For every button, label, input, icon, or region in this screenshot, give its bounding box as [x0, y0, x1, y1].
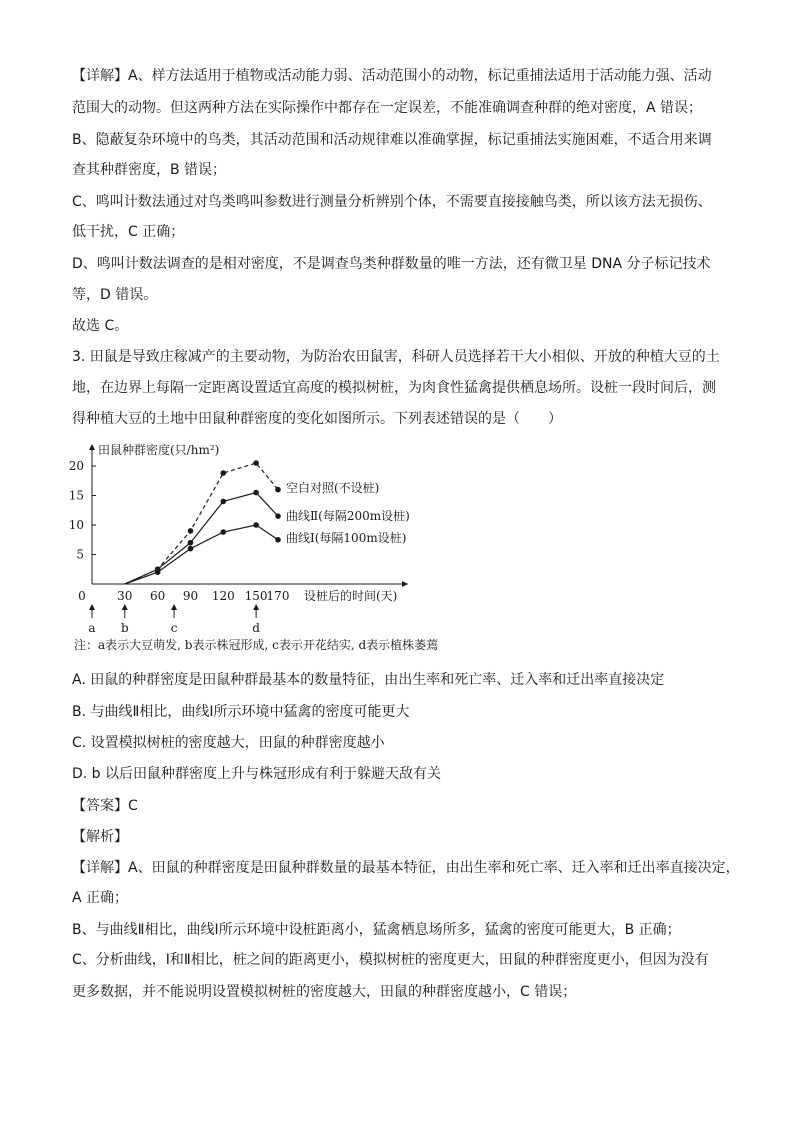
paragraph-line: 【详解】A、田鼠的种群密度是田鼠种群数量的最基本特征，由出生率和死亡率、迁入率和迁出率直接决定，	[72, 860, 740, 876]
x-tick-label: 120	[211, 589, 235, 603]
x-tick-label: 170	[266, 589, 290, 603]
figure-note: 注：a表示大豆萌发, b表示株冠形成, c表示开花结实, d表示植株萎蔫	[74, 638, 439, 652]
data-point	[220, 529, 226, 535]
question-stem-line: 地，在边界上每隔一定距离设置适宜高度的模拟树桩，为肉食性猛禽提供栖息场所。设桩一段时间后，测	[72, 380, 716, 396]
data-point	[275, 537, 281, 543]
paragraph-line: B、与曲线Ⅱ相比，曲线Ⅰ所示环境中设桩距离小，猛禽栖息场所多，猛禽的密度可能更大，B 正确；	[72, 922, 681, 938]
data-point	[253, 490, 259, 496]
paragraph-line: 范围大的动物。但这两种方法在实际操作中都存在一定误差，不能准确调查种群的绝对密度，A 错误；	[72, 100, 703, 116]
x-tick-label: 90	[182, 589, 199, 603]
paragraph-line: 【详解】A、样方法适用于植物或活动能力弱、活动范围小的动物，标记重捕法适用于活动能力强、活动	[72, 68, 712, 84]
series-line	[125, 525, 278, 584]
stage-arrow-head	[89, 604, 95, 610]
data-point	[188, 546, 194, 552]
stage-arrow-head	[171, 604, 177, 610]
stage-label: b	[120, 621, 129, 635]
series-line	[125, 493, 278, 584]
y-tick-label: 5	[76, 547, 84, 562]
analysis-heading: 【解析】	[72, 829, 128, 845]
question-stem-line: 3. 田鼠是导致庄稼减产的主要动物，为防治农田鼠害，科研人员选择若干大小相似、开放的种植大豆的土	[72, 349, 720, 365]
option-b: B. 与曲线Ⅱ相比，曲线Ⅰ所示环境中猛禽的密度可能更大	[72, 704, 410, 720]
stage-arrow-head	[122, 604, 128, 610]
option-a: A. 田鼠的种群密度是田鼠种群最基本的数量特征，由出生率和死亡率、迁入率和迁出率直接决定	[72, 672, 665, 688]
y-tick-label: 20	[68, 459, 84, 473]
data-point	[220, 470, 226, 476]
paragraph-line: 等，D 错误。	[72, 287, 158, 303]
paragraph-line: D、鸣叫计数法调查的是相对密度，不是调查鸟类种群数量的唯一方法，还有微卫星 DNA 分子标记技术	[72, 256, 711, 272]
x-tick-label: 60	[150, 589, 166, 603]
series-label: 空白对照(不设桩)	[286, 481, 380, 495]
population-density-chart	[68, 434, 468, 654]
y-axis-arrow	[89, 444, 95, 450]
data-point	[155, 569, 161, 575]
data-point	[275, 513, 281, 519]
stage-label: c	[170, 621, 178, 635]
x-tick-label: 30	[117, 589, 133, 603]
x-tick-label: 150	[244, 589, 268, 603]
stage-arrow-head	[253, 604, 259, 610]
stage-label: d	[252, 621, 260, 635]
x-axis-arrow	[402, 581, 408, 587]
origin-label: 0	[78, 589, 86, 603]
data-point	[253, 522, 259, 528]
y-tick-label: 15	[68, 488, 84, 503]
data-point	[275, 487, 281, 493]
paragraph-line: C、分析曲线，Ⅰ和Ⅱ相比，桩之间的距离更小，模拟树桩的密度更大，田鼠的种群密度更小，但因为没有	[72, 952, 709, 968]
paragraph-line: B、隐蔽复杂环境中的鸟类，其活动范围和活动规律难以准确掌握，标记重捕法实施困难，不适合用来调	[72, 132, 712, 148]
y-tick-label: 10	[68, 518, 84, 532]
paragraph-line: C、鸣叫计数法通过对鸟类鸣叫参数进行测量分析辨别个体，不需要直接接触鸟类，所以该方法无损伤、	[72, 194, 712, 210]
paragraph-line: 低干扰，C 正确；	[72, 224, 185, 240]
data-point	[188, 528, 194, 534]
stage-label: a	[88, 621, 96, 635]
paragraph-line: 查其种群密度，B 错误；	[72, 162, 227, 178]
data-point	[253, 460, 259, 466]
paragraph-line: 故选 C。	[72, 318, 129, 334]
series-label: 曲线Ⅱ(每隔200m设桩)	[286, 509, 410, 523]
question-stem-line: 得种植大豆的土地中田鼠种群密度的变化如图所示。下列表述错误的是（ ）	[72, 411, 562, 427]
paragraph-line: A 正确；	[72, 890, 129, 906]
paragraph-line: 更多数据，并不能说明设置模拟树桩的密度越大，田鼠的种群密度越小，C 错误；	[72, 984, 577, 1000]
answer-line: 【答案】C	[72, 798, 138, 814]
data-point	[188, 540, 194, 546]
y-axis-label: 田鼠种群密度(只/hm²)	[98, 443, 220, 457]
option-c: C. 设置模拟树桩的密度越大，田鼠的种群密度越小	[72, 735, 385, 751]
series-label: 曲线Ⅰ(每隔100m设桩)	[286, 531, 407, 545]
data-point	[220, 499, 226, 505]
option-d: D. b 以后田鼠种群密度上升与株冠形成有利于躲避天敌有关	[72, 766, 442, 782]
x-axis-label: 设桩后的时间(天)	[304, 589, 398, 603]
